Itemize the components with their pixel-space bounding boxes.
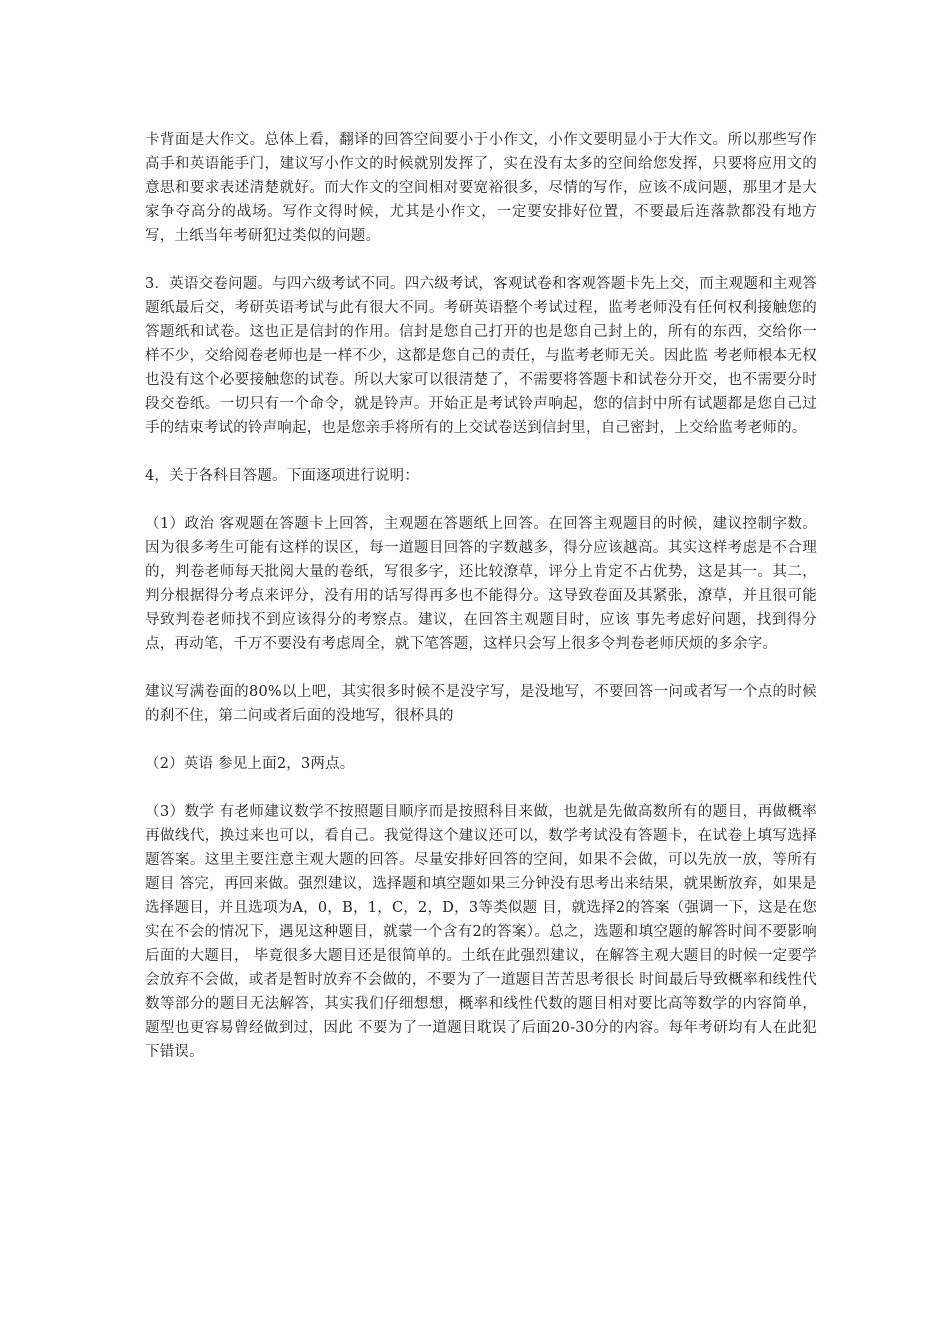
paragraph-math: （3）数学 有老师建议数学不按照题目顺序而是按照科目来做，也就是先做高数所有的题目，再做概率再做线代，换过来也可以，看自己。我觉得这个建议还可以，数学考试没有答题卡，在试卷上填写选择题答案。这里主要注意主观大题的回答。尽量安排好回答的空间，如果不会做，可以先放一放，等所有题目 答完，再回来做。强烈建议，选择题和填空题如果三分钟没有思考出来结果，就果断放弃，如果是选择题目，并且选项为A，0，B，1，C，2，D，3等类似题 目，就选择2的答案（强调一下，这是在您实在不会的情况下，遇见这种题目，就蒙一个含有2的答案）。总之，选题和填空题的解答时间不要影响后面的大题目， 毕竟很多大题目还是很简单的。土纸在此强烈建议，在解答主观大题目的时候一定要学会放弃不会做，或者是暂时放弃不会做的，不要为了一道题目苦苦思考很长 时间最后导致概率和线性代数等部分的题目无法解答，其实我们仔细想想，概率和线性代数的题目相对要比高等数学的内容简单，题型也更容易曾经做到过，因此 不要为了一道题目耽误了后面20-30分的内容。每年考研均有人在此犯下错误。 [145, 804, 817, 1060]
paragraph-english-submission: 3．英语交卷问题。与四六级考试不同。四六级考试，客观试卷和客观答题卡先上交，而主观题和主观答题纸最后交，考研英语考试与此有很大不同。考研英语整个考试过程，监考老师没有任何权利接触您的答题纸和试卷。这也正是信封的作用。信封是您自己打开的也是您自己封上的，所有的东西，交给你一样不少，交给阅卷老师也是一样不少，这都是您自己的责任，与监考老师无关。因此监 考老师根本无权也没有这个必要接触您的试卷。所以大家可以很清楚了，不需要将答题卡和试卷分开交，也不需要分时段交卷纸。一切只有一个命令，就是铃声。开始正是考试铃声响起，您的信封中所有试题都是您自己过手的结束考试的铃声响起，也是您亲手将所有的上交试卷送到信封里，自己密封，上交给监考老师的。 [145, 276, 817, 436]
paragraph-fill-paper: 建议写满卷面的80%以上吧，其实很多时候不是没字写，是没地写，不要回答一问或者写一个点的时候的刹不住，第二问或者后面的没地写，很杯具的 [145, 684, 817, 724]
paragraph-writing-space: 卡背面是大作文。总体上看，翻译的回答空间要小于小作文，小作文要明显小于大作文。所以那些写作高手和英语能手门，建议写小作文的时候就别发挥了，实在没有太多的空间给您发挥，只要将应用文的意思和要求表述清楚就好。而大作文的空间相对要宽裕很多，尽情的写作，应该不成问题，那里才是大家争夺高分的战场。写作文得时候，尤其是小作文，一定要安排好位置，不要最后连落款都没有地方写，土纸当年考研犯过类似的问题。 [145, 132, 817, 244]
document-body [145, 128, 817, 1088]
paragraph-politics: （1）政治 客观题在答题卡上回答，主观题在答题纸上回答。在回答主观题目的时候，建议控制字数。因为很多考生可能有这样的误区，每一道题目回答的字数越多，得分应该越高。其实这样考虑是不合理的，判卷老师每天批阅大量的卷纸，写很多字，还比较潦草，评分上肯定不占优势，这是其一。其二，判分根据得分考点来评分，没有用的话写得再多也不能得分。这导致卷面及其紧张，潦草，并且很可能导致判卷老师找不到应该得分的考察点。建议，在回答主观题目时，应该 事先考虑好问题，找到得分点，再动笔，千万不要没有考虑周全，就下笔答题，这样只会写上很多令判卷老师厌烦的多余字。 [145, 516, 817, 652]
paragraph-english: （2）英语 参见上面2，3两点。 [145, 756, 355, 772]
paragraph-subject-answering: 4，关于各科目答题。下面逐项进行说明： [145, 468, 420, 484]
